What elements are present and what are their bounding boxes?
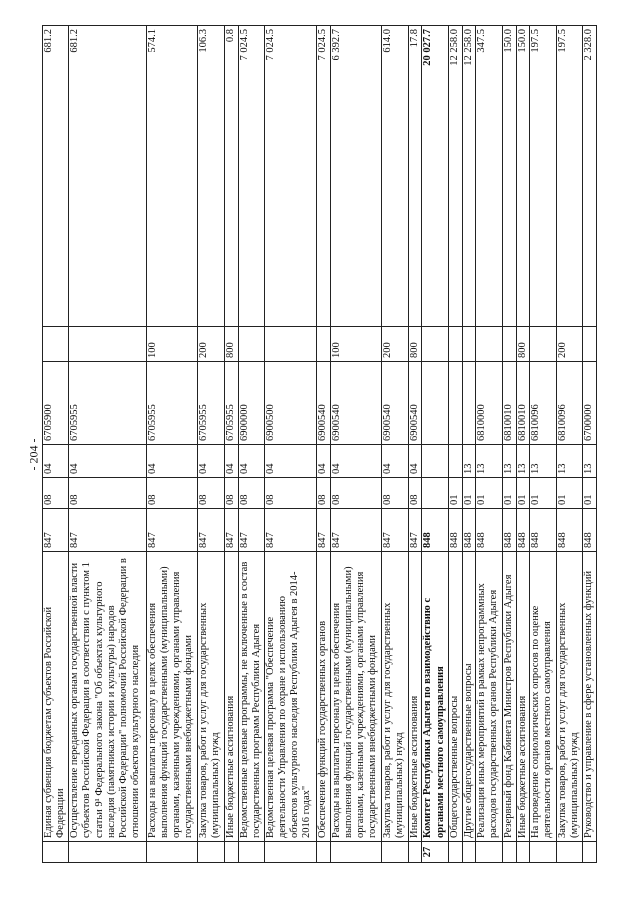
row-grbs-code: 847 [330,509,382,552]
row-grbs-code: 848 [476,509,502,552]
row-target-article: 6810000 [476,362,502,445]
row-subsection-code: 13 [530,445,556,478]
row-amount: 197.5 [556,26,582,327]
row-name: Ведомственная целевая программа "Обеспечение деятельности Управления по охране и использованию объектов культурного наследия Республики Адыгея в 2014-2016 годах" [264,552,316,842]
row-target-article: 6700000 [583,362,597,445]
row-subsection-code: 04 [316,445,330,478]
row-name: Резервный фонд Кабинета Министров Республики Адыгея [502,552,516,842]
row-amount: 0.8 [224,26,238,327]
row-amount: 681.2 [69,26,146,327]
row-amount: 2 328.0 [583,26,597,327]
row-grbs-code: 848 [530,509,556,552]
row-expense-type [583,327,597,362]
row-section-code: 08 [382,478,408,509]
row-expense-type: 200 [382,327,408,362]
row-index [502,842,516,863]
table-row [198,26,224,863]
row-amount: 197.5 [530,26,556,327]
table-row [556,26,582,863]
row-target-article: 6705955 [69,362,146,445]
row-grbs-code: 848 [516,509,530,552]
row-index [316,842,330,863]
row-expense-type: 100 [330,327,382,362]
row-section-code: 08 [69,478,146,509]
row-name: Обеспечение функций государственных органов [316,552,330,842]
budget-table [42,25,597,863]
row-index [583,842,597,863]
row-subsection-code: 13 [502,445,516,478]
row-subsection-code: 04 [69,445,146,478]
row-grbs-code: 848 [502,509,516,552]
row-grbs-code: 847 [238,509,264,552]
row-subsection-code: 13 [583,445,597,478]
row-target-article: 6810096 [556,362,582,445]
row-index [556,842,582,863]
rotated-table-container [42,25,597,863]
row-grbs-code: 847 [382,509,408,552]
row-subsection-code: 04 [330,445,382,478]
table-row [316,26,330,863]
table-row [238,26,264,863]
row-section-code: 01 [476,478,502,509]
row-grbs-code: 847 [316,509,330,552]
table-row [408,26,422,863]
row-amount: 681.2 [43,26,69,327]
row-amount: 574.1 [146,26,198,327]
row-amount: 6 392.7 [330,26,382,327]
row-expense-type: 200 [198,327,224,362]
row-index [516,842,530,863]
row-subsection-code: 13 [462,445,476,478]
page-number: - 204 - [26,438,41,471]
row-grbs-code: 847 [224,509,238,552]
row-subsection-code: 04 [198,445,224,478]
row-name: Осуществление переданных органам государственной власти субъектов Российской Федерации в соответствии с пунктом 1 статьи 9¹ Федерального закона "Об объектах культурного наследия (памятниках истории и культуры) народов Российской Федерации" полномочий Российской Федерации в отношении объектов культурного наследия [69,552,146,842]
row-target-article: 6705900 [43,362,69,445]
row-section-code: 01 [502,478,516,509]
row-section-code [422,478,448,509]
row-section-code: 01 [516,478,530,509]
row-expense-type [530,327,556,362]
table-row [448,26,462,863]
table-row [69,26,146,863]
row-amount: 12 258.0 [462,26,476,327]
row-name: Единая субвенция бюджетам субъектов Российской Федерации [43,552,69,842]
row-expense-type: 100 [146,327,198,362]
row-section-code: 08 [238,478,264,509]
row-index [146,842,198,863]
row-name: Руководство и управление в сфере установленных функций [583,552,597,842]
row-name: Иные бюджетные ассигнования [516,552,530,842]
row-amount: 12 258.0 [448,26,462,327]
table-row [476,26,502,863]
row-expense-type [502,327,516,362]
row-target-article: 6900500 [264,362,316,445]
row-expense-type [316,327,330,362]
row-index [69,842,146,863]
row-amount: 7 024.5 [316,26,330,327]
row-target-article: 6900540 [316,362,330,445]
row-section-code: 08 [316,478,330,509]
row-section-code: 08 [264,478,316,509]
row-subsection-code: 13 [476,445,502,478]
row-name: Закупка товаров, работ и услуг для государственных (муниципальных) нужд [382,552,408,842]
row-name: Другие общегосударственные вопросы [462,552,476,842]
row-grbs-code: 847 [43,509,69,552]
row-section-code: 08 [330,478,382,509]
row-section-code: 08 [408,478,422,509]
row-amount: 20 027.7 [422,26,448,327]
row-expense-type [422,327,448,362]
table-row [382,26,408,863]
row-grbs-code: 848 [583,509,597,552]
row-grbs-code: 848 [422,509,448,552]
row-target-article [462,362,476,445]
row-subsection-code: 04 [408,445,422,478]
table-row [43,26,69,863]
row-target-article: 6810096 [530,362,556,445]
row-subsection-code: 04 [224,445,238,478]
row-section-code: 01 [556,478,582,509]
row-name: Иные бюджетные ассигнования [224,552,238,842]
row-grbs-code: 847 [146,509,198,552]
row-index [224,842,238,863]
row-name: Закупка товаров, работ и услуг для государственных (муниципальных) нужд [198,552,224,842]
row-grbs-code: 848 [462,509,476,552]
row-target-article: 6705955 [146,362,198,445]
budget-table-body [43,26,597,863]
row-amount: 614.0 [382,26,408,327]
row-expense-type: 800 [516,327,530,362]
row-section-code: 08 [43,478,69,509]
row-section-code: 01 [462,478,476,509]
row-name: Реализация иных мероприятий в рамках непрограммных расходов государственных органов Республики Адыгея [476,552,502,842]
row-expense-type [264,327,316,362]
row-target-article: 6900540 [408,362,422,445]
row-target-article: 6900000 [238,362,264,445]
table-row [224,26,238,863]
row-grbs-code: 848 [448,509,462,552]
row-target-article: 6705955 [198,362,224,445]
row-grbs-code: 848 [556,509,582,552]
row-index [448,842,462,863]
row-name: Расходы на выплаты персоналу в целях обеспечения выполнения функций государственными (муниципальными) органами, казенными учреждениями, органами управления государственными внебюджетными фондами [330,552,382,842]
row-index [43,842,69,863]
row-expense-type: 800 [408,327,422,362]
row-target-article [422,362,448,445]
row-target-article: 6810010 [516,362,530,445]
row-target-article [448,362,462,445]
table-row [330,26,382,863]
row-section-code: 08 [198,478,224,509]
row-grbs-code: 847 [264,509,316,552]
row-target-article: 6900540 [330,362,382,445]
row-index [408,842,422,863]
row-section-code: 01 [583,478,597,509]
row-subsection-code: 04 [382,445,408,478]
row-section-code: 01 [448,478,462,509]
row-expense-type: 800 [224,327,238,362]
row-subsection-code: 13 [556,445,582,478]
row-subsection-code: 04 [264,445,316,478]
row-name: Расходы на выплаты персоналу в целях обеспечения выполнения функций государственными (муниципальными) органами, казенными учреждениями, органами управления государственными внебюджетными фондами [146,552,198,842]
row-amount: 150.0 [516,26,530,327]
row-grbs-code: 847 [198,509,224,552]
row-amount: 106.3 [198,26,224,327]
row-expense-type [448,327,462,362]
row-expense-type [43,327,69,362]
row-subsection-code [422,445,448,478]
table-row [516,26,530,863]
row-grbs-code: 847 [69,509,146,552]
row-name: Иные бюджетные ассигнования [408,552,422,842]
row-amount: 347.5 [476,26,502,327]
row-grbs-code: 847 [408,509,422,552]
row-expense-type: 200 [556,327,582,362]
row-section-code: 08 [224,478,238,509]
row-expense-type [69,327,146,362]
row-name: Общегосударственные вопросы [448,552,462,842]
row-amount: 7 024.5 [264,26,316,327]
row-amount: 7 024.5 [238,26,264,327]
row-amount: 17.8 [408,26,422,327]
row-index [264,842,316,863]
table-row [502,26,516,863]
row-name: Ведомственные целевые программы, не включенные в состав государственных программ Республики Адыгея [238,552,264,842]
row-expense-type [476,327,502,362]
table-row [264,26,316,863]
row-index [476,842,502,863]
table-row [583,26,597,863]
row-index [462,842,476,863]
row-index [238,842,264,863]
row-subsection-code: 13 [516,445,530,478]
table-row [146,26,198,863]
row-subsection-code: 04 [238,445,264,478]
table-row [422,26,448,863]
row-expense-type [238,327,264,362]
row-index [530,842,556,863]
row-index [382,842,408,863]
row-target-article: 6705955 [224,362,238,445]
table-row [462,26,476,863]
row-index [330,842,382,863]
row-index: 27 [422,842,448,863]
row-section-code: 01 [530,478,556,509]
row-section-code: 08 [146,478,198,509]
row-subsection-code [448,445,462,478]
row-amount: 150.0 [502,26,516,327]
row-target-article: 6900540 [382,362,408,445]
row-target-article: 6810010 [502,362,516,445]
row-index [198,842,224,863]
table-row [530,26,556,863]
row-subsection-code: 04 [43,445,69,478]
row-name: Закупка товаров, работ и услуг для государственных (муниципальных) нужд [556,552,582,842]
row-expense-type [462,327,476,362]
row-subsection-code: 04 [146,445,198,478]
row-name: На проведение социологических опросов по оценке деятельности органов местного самоуправления [530,552,556,842]
row-name: Комитет Республики Адыгея по взаимодействию с органами местного самоуправления [422,552,448,842]
